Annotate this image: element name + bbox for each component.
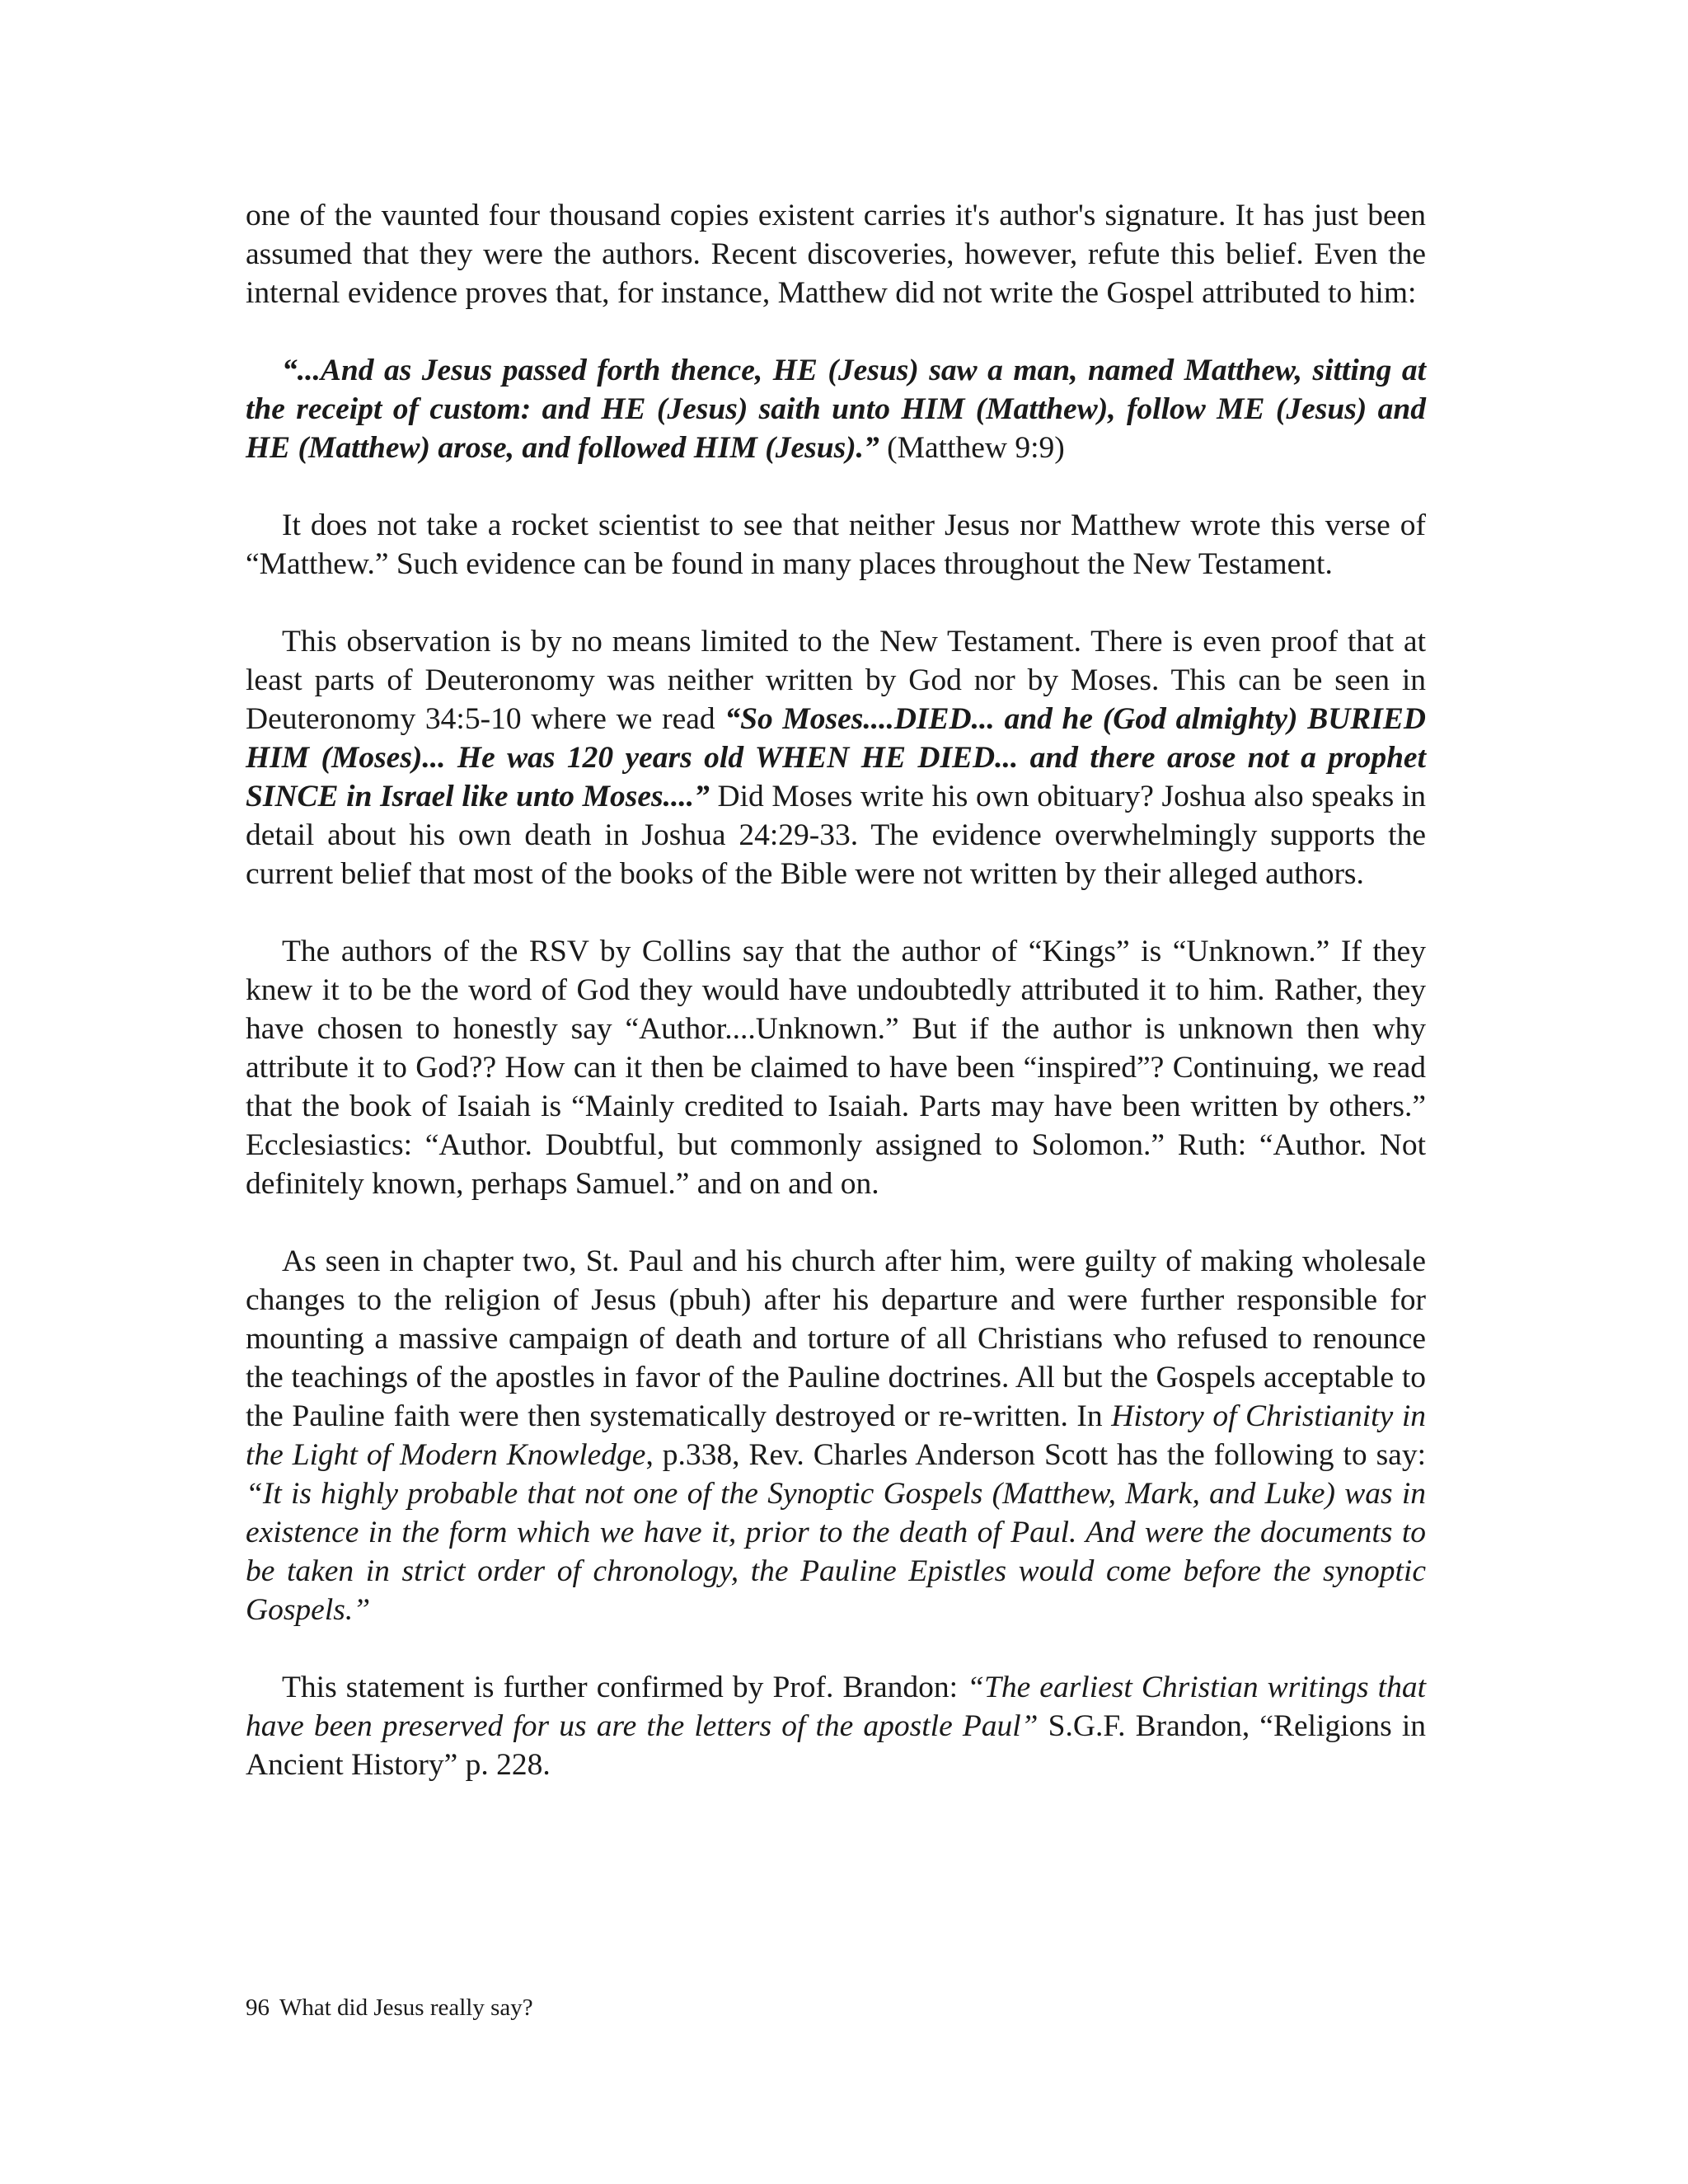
- page-body: [246, 196, 1426, 1823]
- deuteronomy-quote: “So Moses....DIED... and he (God almighty) BURIED HIM (Moses)... He was 120 years old WHEN HE DIED... and there arose not a prophet SINCE in Israel like unto Moses....”: [246, 702, 1426, 813]
- page-footer: [246, 1993, 533, 2022]
- paragraph-4-intro: This observation is by no means limited to the New Testament. There is even proof that at least parts of Deuteronomy was neither written by God nor by Moses. This can be seen in Deuteronomy 34:5-10 where we read: [246, 625, 1426, 736]
- matthew-9-9-quote: “...And as Jesus passed forth thence, HE (Jesus) saw a man, named Matthew, sitting at the receipt of custom: and HE (Jesus) saith unto HIM (Matthew), follow ME (Jesus) and HE (Matthew) arose, and followed HIM (Jesus).”: [246, 354, 1426, 465]
- paragraph-7-intro: This statement is further confirmed by Prof. Brandon:: [282, 1671, 968, 1704]
- running-title: What did Jesus really say?: [279, 1994, 533, 2021]
- paragraph-4-rest: Did Moses write his own obituary? Joshua also speaks in detail about his own death in Joshua 24:29-33. The evidence overwhelmingly supports the current belief that most of the books of the Bible were not written by their alleged authors.: [246, 780, 1426, 891]
- paragraph-6: [246, 1242, 1426, 1629]
- paragraph-7-citation: S.G.F. Brandon, “Religions in Ancient History” p. 228.: [246, 1709, 1426, 1782]
- book-title-citation: History of Christianity in the Light of Modern Knowledge: [246, 1399, 1426, 1472]
- paragraph-1-text: one of the vaunted four thousand copies existent carries it's author's signature. It has just been assumed that they were the authors. Recent discoveries, however, refute this belief. Even the internal evidence proves that, for instance, Matthew did not write the Gospel attributed to him:: [246, 199, 1426, 310]
- paragraph-3: [246, 506, 1426, 583]
- page-number: 96: [246, 1994, 270, 2021]
- paragraph-3-text: It does not take a rocket scientist to see that neither Jesus nor Matthew wrote this verse of “Matthew.” Such evidence can be found in many places throughout the New Testament.: [246, 509, 1426, 581]
- paragraph-5: [246, 932, 1426, 1203]
- brandon-quote: “The earliest Christian writings that have been preserved for us are the letters of the apostle Paul”: [246, 1671, 1427, 1743]
- scott-quote: “It is highly probable that not one of the Synoptic Gospels (Matthew, Mark, and Luke) was in existence in the form which we have it, prior to the death of Paul. And were the documents to be taken in strict order of chronology, the Pauline Epistles would come before the synoptic Gospels.”: [246, 1477, 1426, 1627]
- paragraph-5-text: The authors of the RSV by Collins say that the author of “Kings” is “Unknown.” If they knew it to be the word of God they would have undoubtedly attributed it to him. Rather, they have chosen to honestly say “Author....Unknown.” But if the author is unknown then why attribute it to God?? How can it then be claimed to have been “inspired”? Continuing, we read that the book of Isaiah is “Mainly credited to Isaiah. Parts may have been written by others.” Ecclesiastics: “Author. Doubtful, but commonly assigned to Solomon.” Ruth: “Author. Not definitely known, perhaps Samuel.” and on and on.: [246, 935, 1426, 1201]
- paragraph-6-middle: , p.338, Rev. Charles Anderson Scott has the following to say:: [645, 1438, 1426, 1472]
- matthew-9-9-reference: (Matthew 9:9): [879, 431, 1065, 465]
- paragraph-2-matthew-quote: [246, 351, 1426, 467]
- paragraph-6-intro: As seen in chapter two, St. Paul and his church after him, were guilty of making wholesale changes to the religion of Jesus (pbuh) after his departure and were further responsible for mounting a massive campaign of death and torture of all Christians who refused to renounce the teachings of the apostles in favor of the Pauline doctrines. All but the Gospels acceptable to the Pauline faith were then systematically destroyed or re-written. In: [246, 1244, 1426, 1433]
- paragraph-1: [246, 196, 1426, 312]
- paragraph-7: [246, 1668, 1426, 1784]
- paragraph-4: [246, 622, 1426, 893]
